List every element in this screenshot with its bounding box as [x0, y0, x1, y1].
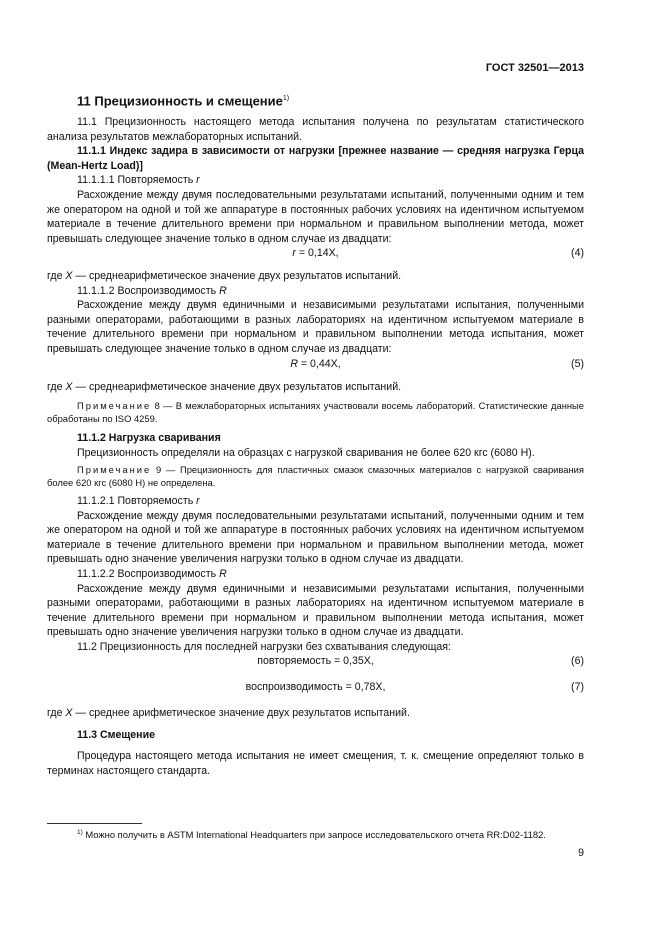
footnote-divider [47, 823, 142, 824]
footnote-ref: 1) [282, 95, 290, 102]
formula-4-expr: r = 0,14X, [292, 247, 339, 259]
formula-6 [47, 654, 584, 669]
formula-5 [47, 357, 584, 372]
heading-11-1-1-1: 11.1.1.1 Повторяемость r [77, 174, 200, 187]
section-11-3-body [47, 749, 584, 778]
formula-6-number: (6) [571, 655, 584, 667]
formula-6-expr: повторяемость = 0,35X, [257, 655, 374, 667]
heading-11-1-2: 11.1.2 Нагрузка сваривания [77, 432, 221, 444]
where-7-block [47, 706, 584, 721]
section-11-1 [47, 115, 584, 246]
note-8 [47, 399, 584, 425]
where-4: где X — среднеарифметическое значение двух результатов испытаний. [47, 270, 402, 282]
formula-7-number: (7) [571, 681, 584, 693]
formula-5-expr: R = 0,44X, [290, 358, 341, 370]
paragraph-11-3: Процедура настоящего метода испытания не имеет смещения, т. к. смещение определяют только в терминах настоящего стандарта. [47, 750, 584, 777]
note-9 [47, 463, 584, 489]
heading-11-1-2-2: 11.1.2.2 Воспроизводимость R [77, 567, 227, 580]
footnote-mark: 1) [77, 829, 83, 836]
note-9-text: 9 — Прецизионность для пластичных смазок смазочных материалов с нагрузкой сваривания более 620 кгс (6080 Н) не определена. [47, 464, 584, 488]
formula-4-number: (4) [571, 247, 584, 259]
section-title-text: 11 Прецизионность и смещение [77, 93, 283, 109]
heading-11-1-1-2: 11.1.1.2 Воспроизводимость R [77, 284, 227, 297]
document-page [47, 0, 584, 935]
heading-11-1-1: 11.1.1 Индекс задира в зависимости от нагрузки [прежнее название — средняя нагрузка Герца (Mean-Hertz Load)] [47, 145, 584, 172]
formula-7-expr: воспроизводимость = 0,78X, [245, 681, 386, 693]
paragraph-11-1-1-2: Расхождение между двумя единичными и независимыми результатами испытания, полученными разными операторами, работающими в разных лабораториях на идентичном испытуемом материале в течение длительного времени при нормальном и правильном выполнении метода испытания, может превышать следующее значение только в одном случае из двадцати: [47, 299, 584, 355]
footnote-text: Можно получить в ASTM International Headquarters при запросе исследовательского отчета RR:D02-1182. [85, 829, 546, 841]
heading-11-1-2-1: 11.1.2.1 Повторяемость r [77, 495, 200, 507]
section-11-1-2 [47, 431, 584, 460]
paragraph-11-1-2: Прецизионность определяли на образцах с нагрузкой сваривания не более 620 кгс (6080 Н). [77, 446, 535, 459]
where-5-block [47, 380, 584, 395]
note-9-label: Примечание [77, 464, 152, 475]
formula-5-number: (5) [571, 358, 584, 370]
section-11-1-1-2 [47, 269, 584, 357]
note-8-text: 8 — В межлабораторных испытаниях участвовали восемь лабораторий. Статистические данные обработаны по ISO 4259. [47, 400, 585, 424]
where-7: где X — среднее арифметическое значение двух результатов испытаний. [47, 707, 410, 719]
footnote [77, 826, 546, 843]
page-number: 9 [578, 847, 584, 859]
section-11-3 [47, 728, 584, 743]
paragraph-11-1-2-1: Расхождение между двумя последовательными результатами испытаний, полученными одним и тем же оператором на одной и той же аппаратуре в постоянных рабочих условиях на идентичном испытуемом материале в течение длительного времени при нормальном и правильном выполнении метода, может превышать одно значение увеличения нагрузки только в одном случае из двадцати. [47, 509, 584, 566]
where-5: где X — среднеарифметическое значение двух результатов испытаний. [47, 381, 402, 393]
section-11-1-2-sub [47, 494, 584, 655]
section-title [77, 92, 289, 109]
paragraph-11-1: 11.1 Прецизионность настоящего метода испытания получена по результатам статистического анализа результатов межлабораторных испытаний. [47, 116, 584, 143]
heading-11-3: 11.3 Смещение [77, 729, 155, 741]
formula-7 [47, 680, 584, 695]
document-header: ГОСТ 32501—2013 [485, 62, 584, 74]
formula-4 [47, 246, 584, 261]
paragraph-11-2: 11.2 Прецизионность для последней нагрузки без схватывания следующая: [77, 640, 451, 653]
paragraph-11-1-1-1: Расхождение между двумя последовательными результатами испытаний, полученными одним и тем же оператором на одной и той же аппаратуре в постоянных рабочих условиях на идентичном испытуемом материале в течение длительного времени при нормальном и правильном выполнении метода, может превышать следующее значение только в одном случае из двадцати: [47, 188, 584, 245]
paragraph-11-1-2-2: Расхождение между двумя единичными и независимыми результатами испытания, полученными разными операторами, работающими в разных лабораториях на идентичном испытуемом материале в течение длительного времени при нормальном и правильном выполнении метода испытания, может превышать одно значение увеличения нагрузки только в одном случае из двадцати. [47, 582, 584, 639]
note-8-label: Примечание [77, 400, 152, 411]
